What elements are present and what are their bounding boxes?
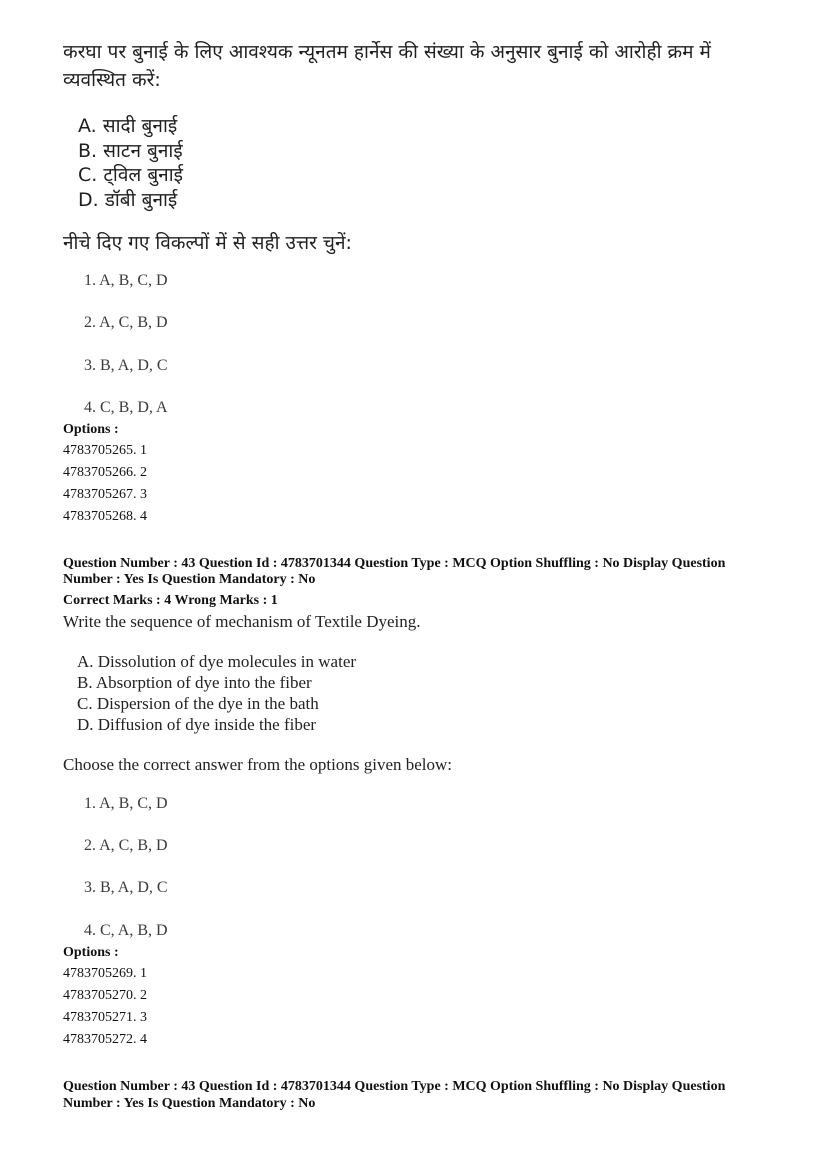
hindi-item-d: D. डॉबी बुनाई bbox=[78, 189, 178, 211]
hindi-choice-2: 2. A, C, B, D bbox=[84, 314, 168, 331]
hindi-option-id-2: 4783705266. 2 bbox=[63, 465, 147, 480]
q43-choice-2: 2. A, C, B, D bbox=[84, 837, 168, 854]
q43-repeat-meta-line2: Number : Yes Is Question Mandatory : No bbox=[63, 1096, 316, 1111]
q43-option-id-3: 4783705271. 3 bbox=[63, 1010, 147, 1025]
q43-meta-line2: Number : Yes Is Question Mandatory : No bbox=[63, 572, 316, 587]
q43-options-label: Options : bbox=[63, 945, 119, 960]
hindi-option-id-4: 4783705268. 4 bbox=[63, 509, 147, 524]
q43-question-text: Write the sequence of mechanism of Textile Dyeing. bbox=[63, 612, 421, 631]
hindi-question-line2: व्यवस्थित करें: bbox=[63, 69, 161, 91]
hindi-choice-4: 4. C, B, D, A bbox=[84, 399, 168, 416]
q43-choice-3: 3. B, A, D, C bbox=[84, 879, 168, 896]
q43-choice-4: 4. C, A, B, D bbox=[84, 922, 168, 939]
q43-item-c: C. Dispersion of the dye in the bath bbox=[77, 694, 319, 713]
hindi-choice-1: 1. A, B, C, D bbox=[84, 272, 168, 289]
hindi-item-c: C. ट्विल बुनाई bbox=[78, 164, 183, 186]
hindi-item-b: B. साटन बुनाई bbox=[78, 140, 183, 162]
hindi-question-line1: करघा पर बुनाई के लिए आवश्यक न्यूनतम हार्नेस की संख्या के अनुसार बुनाई को आरोही क्रम में bbox=[63, 41, 711, 63]
q43-marks: Correct Marks : 4 Wrong Marks : 1 bbox=[63, 593, 278, 608]
q43-meta-line1: Question Number : 43 Question Id : 4783701344 Question Type : MCQ Option Shuffling : No Display Question bbox=[63, 556, 726, 571]
q43-option-id-2: 4783705270. 2 bbox=[63, 988, 147, 1003]
q43-prompt: Choose the correct answer from the options given below: bbox=[63, 755, 453, 774]
q43-repeat-meta-line1: Question Number : 43 Question Id : 4783701344 Question Type : MCQ Option Shuffling : No Display Question bbox=[63, 1079, 726, 1094]
q43-item-b: B. Absorption of dye into the fiber bbox=[77, 673, 312, 692]
q43-option-id-4: 4783705272. 4 bbox=[63, 1032, 147, 1047]
q43-option-id-1: 4783705269. 1 bbox=[63, 966, 147, 981]
hindi-options-label: Options : bbox=[63, 422, 119, 437]
q43-item-a: A. Dissolution of dye molecules in water bbox=[77, 652, 357, 671]
hindi-option-id-3: 4783705267. 3 bbox=[63, 487, 147, 502]
hindi-option-id-1: 4783705265. 1 bbox=[63, 443, 147, 458]
hindi-prompt: नीचे दिए गए विकल्पों में से सही उत्तर चुनें: bbox=[63, 232, 352, 254]
hindi-choice-3: 3. B, A, D, C bbox=[84, 357, 168, 374]
q43-item-d: D. Diffusion of dye inside the fiber bbox=[77, 715, 317, 734]
hindi-item-a: A. सादी बुनाई bbox=[78, 115, 178, 137]
q43-choice-1: 1. A, B, C, D bbox=[84, 795, 168, 812]
